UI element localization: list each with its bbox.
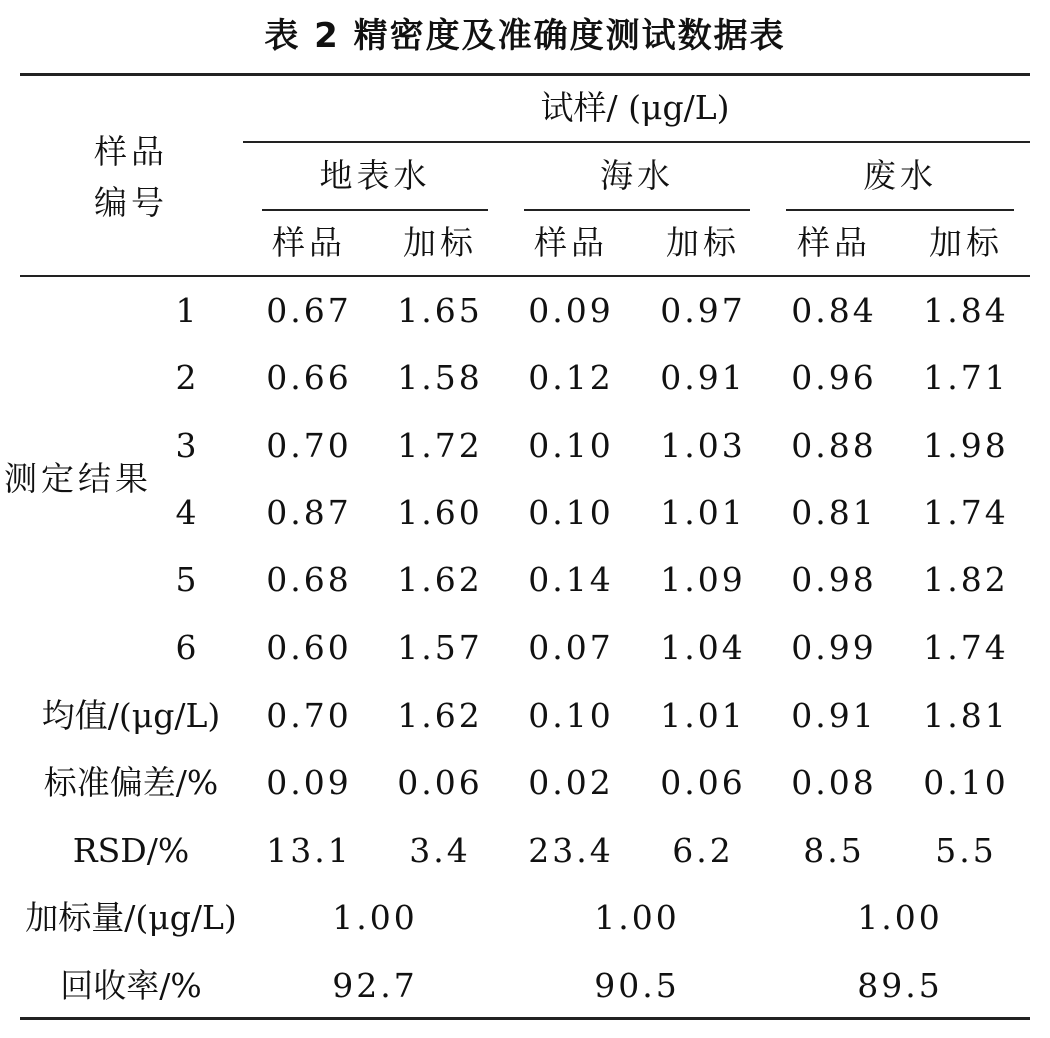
table-cell: 0.14: [528, 560, 614, 599]
table-cell: 0.66: [266, 358, 352, 397]
table-cell: 0.99: [791, 628, 877, 667]
subheader-spiked: 加标: [666, 223, 740, 262]
table-cell: 1.65: [397, 291, 483, 330]
measurement-results-label: 测定结果: [4, 459, 152, 498]
subheader-sample: 样品: [797, 223, 871, 262]
row-number: 6: [175, 628, 197, 667]
sample-unit-header: 试样/ (μg/L): [540, 88, 730, 127]
table-cell: 5.5: [935, 831, 997, 870]
subheader-sample: 样品: [272, 223, 346, 262]
table-cell: 0.67: [266, 291, 352, 330]
row-number: 1: [175, 291, 197, 330]
rsd-label: RSD/%: [72, 831, 190, 870]
table-cell: 0.07: [528, 628, 614, 667]
row-number: 5: [175, 560, 197, 599]
table-cell: 1.81: [923, 696, 1009, 735]
stub-header-line2: 编号: [94, 183, 168, 222]
table-cell: 0.96: [791, 358, 877, 397]
table-cell: 1.71: [923, 358, 1009, 397]
table-cell: 89.5: [857, 966, 943, 1005]
row-number: 4: [175, 493, 197, 532]
table-cell: 1.00: [594, 898, 680, 937]
table-title: 表 2 精密度及准确度测试数据表: [264, 16, 786, 56]
table-cell: 0.12: [528, 358, 614, 397]
table-cell: 23.4: [528, 831, 614, 870]
table-cell: 1.00: [332, 898, 418, 937]
table-cell: 1.60: [397, 493, 483, 532]
recovery-rate-label: 回收率/%: [60, 966, 202, 1005]
table-cell: 0.09: [528, 291, 614, 330]
table-cell: 0.10: [528, 696, 614, 735]
subheader-sample: 样品: [534, 223, 608, 262]
group-header-surface-water: 地表水: [319, 156, 431, 195]
row-number: 3: [175, 426, 197, 465]
group-rule-seawater: [524, 209, 750, 211]
table-cell: 0.60: [266, 628, 352, 667]
table-cell: 13.1: [266, 831, 352, 870]
table-cell: 0.10: [923, 763, 1009, 802]
table-cell: 8.5: [803, 831, 865, 870]
table-cell: 0.70: [266, 426, 352, 465]
spike-amount-label: 加标量/(μg/L): [25, 898, 237, 937]
table-cell: 0.68: [266, 560, 352, 599]
table-cell: 0.09: [266, 763, 352, 802]
table-cell: 0.06: [397, 763, 483, 802]
table-cell: 0.98: [791, 560, 877, 599]
header-rule-bottom: [20, 275, 1030, 277]
table-cell: 1.57: [397, 628, 483, 667]
table-cell: 0.84: [791, 291, 877, 330]
mean-label: 均值/(μg/L): [41, 696, 221, 735]
table-cell: 0.70: [266, 696, 352, 735]
table-cell: 1.62: [397, 696, 483, 735]
table-cell: 0.06: [660, 763, 746, 802]
table-cell: 0.02: [528, 763, 614, 802]
table-cell: 0.10: [528, 493, 614, 532]
table-cell: 1.82: [923, 560, 1009, 599]
table-cell: 0.91: [660, 358, 746, 397]
table-cell: 1.09: [660, 560, 746, 599]
bottom-rule: [20, 1017, 1030, 1020]
subheader-spiked: 加标: [403, 223, 477, 262]
row-number: 2: [175, 358, 197, 397]
top-rule: [20, 73, 1030, 76]
table-cell: 92.7: [332, 966, 418, 1005]
table-cell: 0.91: [791, 696, 877, 735]
table-cell: 1.01: [660, 493, 746, 532]
group-header-wastewater: 废水: [863, 156, 937, 195]
table-cell: 90.5: [594, 966, 680, 1005]
table-cell: 1.72: [397, 426, 483, 465]
table-cell: 1.58: [397, 358, 483, 397]
header-rule-upper: [243, 141, 1030, 143]
table-cell: 1.03: [660, 426, 746, 465]
table-cell: 0.97: [660, 291, 746, 330]
subheader-spiked: 加标: [929, 223, 1003, 262]
std-dev-label: 标准偏差/%: [43, 763, 219, 802]
group-rule-wastewater: [786, 209, 1014, 211]
table-cell: 1.62: [397, 560, 483, 599]
table-cell: 3.4: [409, 831, 471, 870]
table-cell: 0.08: [791, 763, 877, 802]
stub-header-line1: 样品: [94, 132, 168, 171]
table-cell: 0.87: [266, 493, 352, 532]
table-cell: 0.88: [791, 426, 877, 465]
table-cell: 1.84: [923, 291, 1009, 330]
table-cell: 6.2: [672, 831, 734, 870]
table-cell: 1.00: [857, 898, 943, 937]
table-cell: 1.74: [923, 493, 1009, 532]
group-rule-surface-water: [262, 209, 488, 211]
table-cell: 1.74: [923, 628, 1009, 667]
table-cell: 1.98: [923, 426, 1009, 465]
group-header-seawater: 海水: [600, 156, 674, 195]
table-cell: 1.01: [660, 696, 746, 735]
table-cell: 1.04: [660, 628, 746, 667]
table-cell: 0.81: [791, 493, 877, 532]
table-cell: 0.10: [528, 426, 614, 465]
